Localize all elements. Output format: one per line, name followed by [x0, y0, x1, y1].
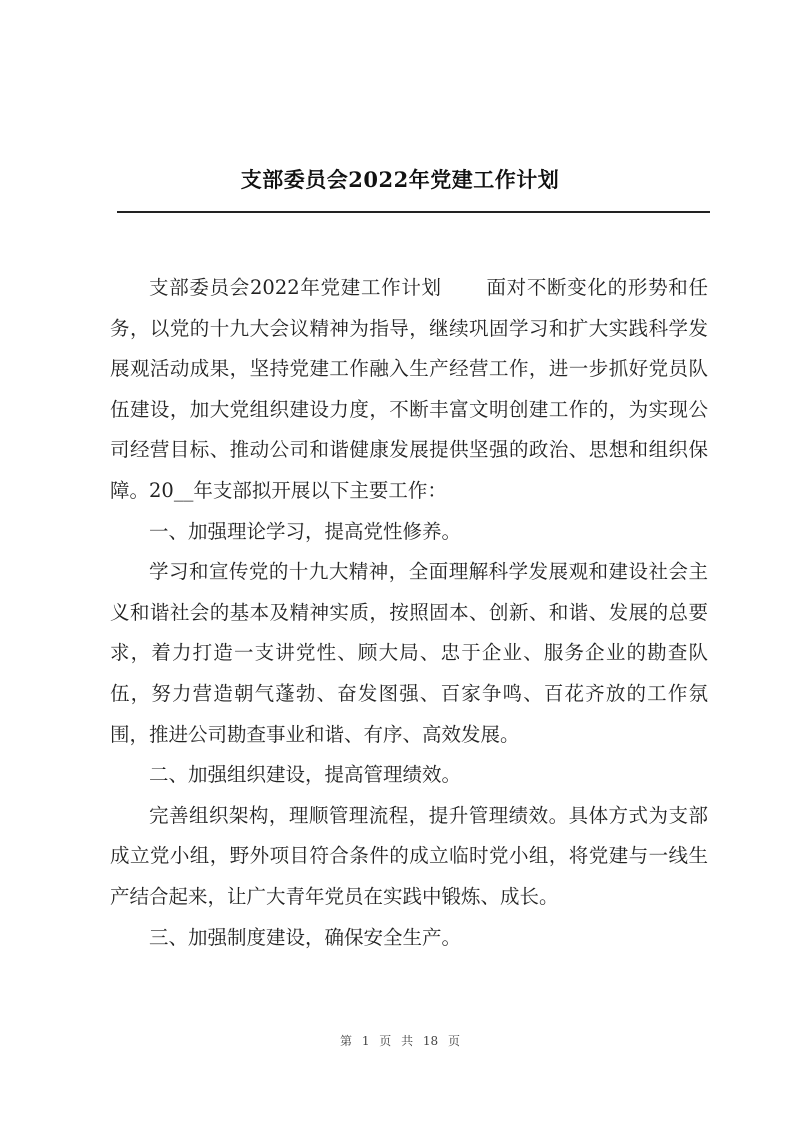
section-heading-1: 一、加强理论学习，提高党性修养。: [149, 519, 462, 543]
intro-paragraph: [110, 268, 708, 512]
intro-title: 支部委员会2022年党建工作计划: [149, 276, 442, 299]
section-heading-3: 三、加强制度建设，确保安全生产。: [149, 925, 462, 949]
section-heading-2: 二、加强组织建设，提高管理绩效。: [149, 763, 462, 787]
intro-body: 面对不断变化的形势和任务，以党的十九大会议精神为指导，继续巩固学习和扩大实践科学发展观活动成果，坚持党建工作融入生产经营工作，进一步抓好党员队伍建设，加大党组织建设力度，不断丰富文明创建工作的，为实现公司经营目标、推动公司和谐健康发展提供坚强的政治、思想和组织保障。20__年支部拟开展以下主要工作：: [110, 276, 708, 502]
page-footer: 第 1 页 共 18 页: [340, 1034, 460, 1048]
document-title: 支部委员会2022年党建工作计划: [240, 167, 560, 192]
section-paragraph-2: 完善组织架构，理顺管理流程，提升管理绩效。具体方式为支部成立党小组，野外项目符合条件的成立临时党小组，将党建与一线生产结合起来，让广大青年党员在实践中锻炼、成长。: [110, 803, 708, 908]
title-divider: [117, 211, 710, 213]
document-body: [110, 268, 708, 958]
section-paragraph-1: 学习和宣传党的十九大精神，全面理解科学发展观和建设社会主义和谐社会的基本及精神实质，按照固本、创新、和谐、发展的总要求，着力打造一支讲党性、顾大局、忠于企业、服务企业的勘查队伍，努力营造朝气蓬勃、奋发图强、百家争鸣、百花齐放的工作氛围，推进公司勘查事业和谐、有序、高效发展。: [110, 560, 708, 746]
